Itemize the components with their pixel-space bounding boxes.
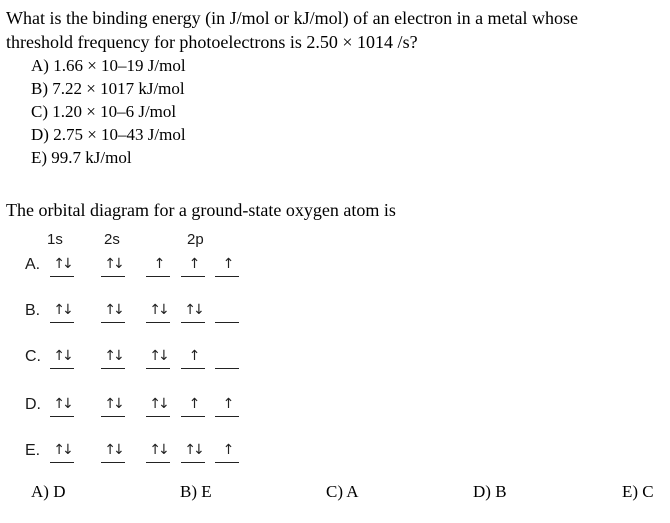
question1-text-line2: threshold frequency for photoelectrons is 2.50 × 1014 /s? <box>6 32 418 52</box>
row-letter: A. <box>25 256 41 273</box>
orbital-row-b[interactable] <box>0 300 300 326</box>
question1-text-line1: What is the binding energy (in J/mol or kJ/mol) of an electron in a metal whose <box>6 8 579 28</box>
question2-text: The orbital diagram for a ground-state oxygen atom is <box>6 200 396 220</box>
answer-choice-b[interactable]: B) E <box>180 482 212 501</box>
header-2s: 2s <box>104 231 120 248</box>
answer-choice-e[interactable]: E) C <box>622 482 654 501</box>
question1-option-d[interactable]: D) 2.75 × 10–43 J/mol <box>31 125 186 144</box>
row-letter: C. <box>25 348 41 365</box>
orbital-box-1s: ↑↓ <box>50 440 74 463</box>
orbital-box-2s: ↑↓ <box>101 254 125 277</box>
orbital-box-1s: ↑↓ <box>50 254 74 277</box>
orbital-box-2p-2: ↑ <box>181 394 205 417</box>
question1-option-c[interactable]: C) 1.20 × 10–6 J/mol <box>31 102 177 121</box>
orbital-box-2p-2: ↑↓ <box>181 300 205 323</box>
orbital-box-2s: ↑↓ <box>101 300 125 323</box>
orbital-box-2p-1: ↑↓ <box>146 300 170 323</box>
orbital-box-2p-3: ↑ <box>215 394 239 417</box>
orbital-box-2p-2: ↑↓ <box>181 440 205 463</box>
orbital-box-2p-2: ↑ <box>181 346 205 369</box>
orbital-row-c[interactable] <box>0 346 300 372</box>
orbital-box-1s: ↑↓ <box>50 300 74 323</box>
orbital-row-a[interactable] <box>0 254 300 280</box>
question1-option-b[interactable]: B) 7.22 × 1017 kJ/mol <box>31 79 185 98</box>
orbital-box-2p-1: ↑↓ <box>146 394 170 417</box>
orbital-box-2p-1: ↑↓ <box>146 346 170 369</box>
row-letter: B. <box>25 302 41 319</box>
question1-option-a[interactable]: A) 1.66 × 10–19 J/mol <box>31 56 186 75</box>
orbital-box-1s: ↑↓ <box>50 346 74 369</box>
orbital-box-2p-3 <box>215 300 239 323</box>
header-2p: 2p <box>187 231 204 248</box>
orbital-row-d[interactable] <box>0 394 300 420</box>
orbital-box-2p-1: ↑↓ <box>146 440 170 463</box>
orbital-box-2p-3: ↑ <box>215 254 239 277</box>
orbital-box-2p-3: ↑ <box>215 440 239 463</box>
question2-answer-choices <box>0 481 670 505</box>
orbital-row-e[interactable] <box>0 440 300 466</box>
answer-choice-d[interactable]: D) B <box>473 482 507 501</box>
header-1s: 1s <box>47 231 63 248</box>
orbital-box-2s: ↑↓ <box>101 394 125 417</box>
row-letter: D. <box>25 396 41 413</box>
orbital-box-2p-3 <box>215 346 239 369</box>
orbital-box-2s: ↑↓ <box>101 440 125 463</box>
answer-choice-a[interactable]: A) D <box>31 482 66 501</box>
orbital-box-2s: ↑↓ <box>101 346 125 369</box>
orbital-box-1s: ↑↓ <box>50 394 74 417</box>
answer-choice-c[interactable]: C) A <box>326 482 359 501</box>
orbital-box-2p-2: ↑ <box>181 254 205 277</box>
orbital-box-2p-1: ↑ <box>146 254 170 277</box>
question1-option-e[interactable]: E) 99.7 kJ/mol <box>31 148 132 167</box>
row-letter: E. <box>25 442 41 459</box>
